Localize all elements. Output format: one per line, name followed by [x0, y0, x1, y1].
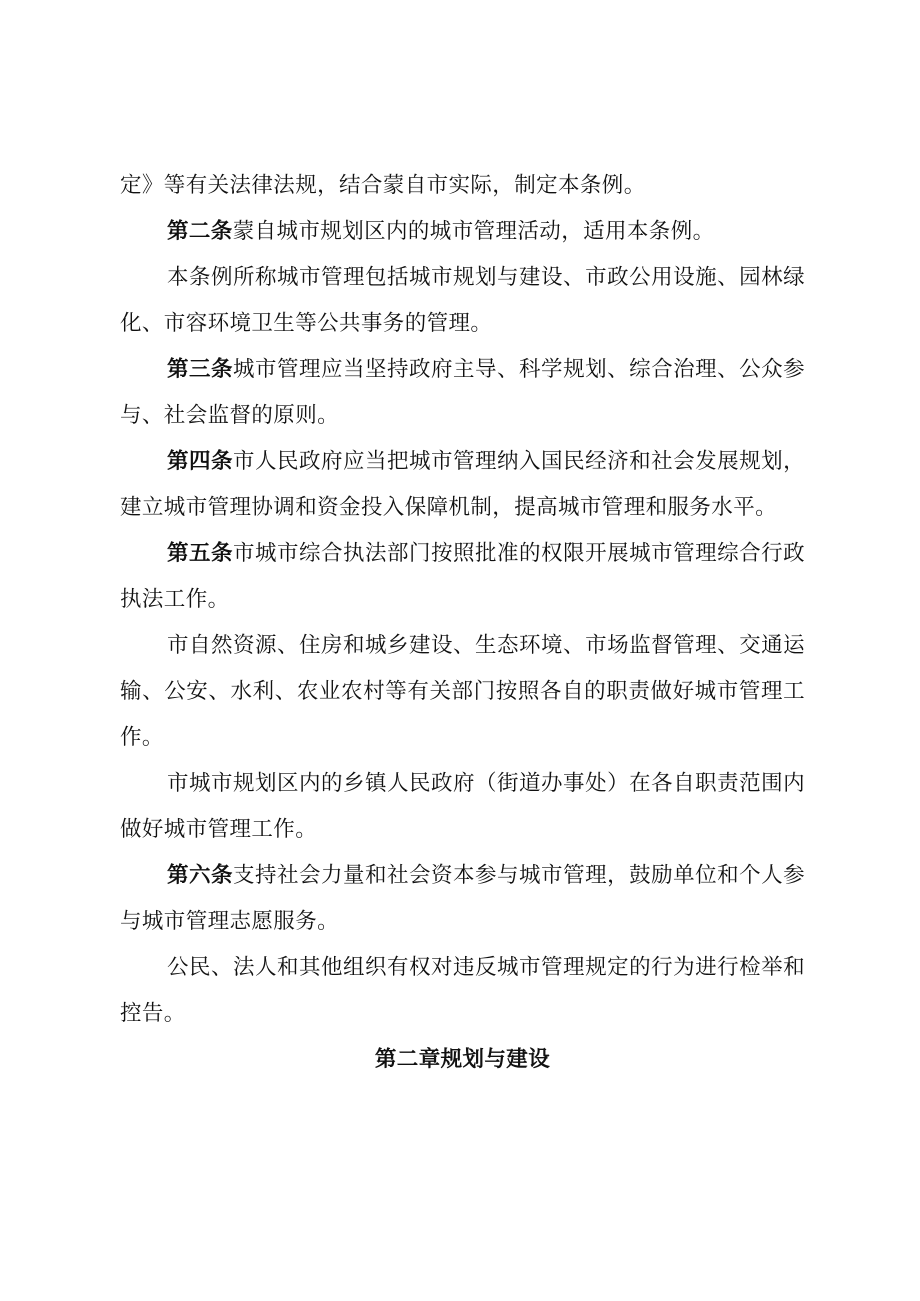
paragraph-text: 市城市综合执法部门按照批准的权限开展城市管理综合行政执法工作。 — [120, 541, 805, 612]
paragraph-text: 城市管理应当坚持政府主导、科学规划、综合治理、公众参与、社会监督的原则。 — [120, 357, 805, 428]
article-3-paragraph — [120, 347, 805, 439]
article-6-clause-paragraph — [120, 945, 805, 1037]
article-6-paragraph — [120, 853, 805, 945]
article-5-paragraph — [120, 531, 805, 623]
paragraph-text: 蒙自城市规划区内的城市管理活动，适用本条例。 — [232, 219, 715, 244]
paragraph-text: 本条例所称城市管理包括城市规划与建设、市政公用设施、园林绿化、市容环境卫生等公共事务的管理。 — [120, 265, 805, 336]
article-4-paragraph — [120, 439, 805, 531]
paragraph-text: 定》等有关法律法规，结合蒙自市实际，制定本条例。 — [120, 173, 646, 198]
article-2-paragraph — [120, 209, 805, 255]
article-number: 第三条 — [167, 357, 234, 382]
paragraph-text: 公民、法人和其他组织有权对违反城市管理规定的行为进行检举和控告。 — [120, 955, 805, 1026]
article-5-clause-paragraph — [120, 623, 805, 761]
article-number: 第五条 — [167, 541, 234, 566]
paragraph-text: 支持社会力量和社会资本参与城市管理，鼓励单位和个人参与城市管理志愿服务。 — [120, 863, 805, 934]
paragraph-text: 市自然资源、住房和城乡建设、生态环境、市场监督管理、交通运输、公安、水利、农业农村等有关部门按照各自的职责做好城市管理工作。 — [120, 633, 805, 750]
chapter-heading: 第二章规划与建设 — [374, 1047, 551, 1072]
paragraph-text: 市人民政府应当把城市管理纳入国民经济和社会发展规划，建立城市管理协调和资金投入保障机制，提高城市管理和服务水平。 — [120, 449, 805, 520]
article-2-clause-paragraph — [120, 255, 805, 347]
article-5-clause-paragraph — [120, 761, 805, 853]
document-body — [120, 163, 805, 1083]
paragraph-continued — [120, 163, 805, 209]
article-number: 第四条 — [167, 449, 234, 474]
article-number: 第六条 — [167, 863, 234, 888]
paragraph-text: 市城市规划区内的乡镇人民政府（街道办事处）在各自职责范围内做好城市管理工作。 — [120, 771, 805, 842]
article-number: 第二条 — [167, 219, 233, 244]
